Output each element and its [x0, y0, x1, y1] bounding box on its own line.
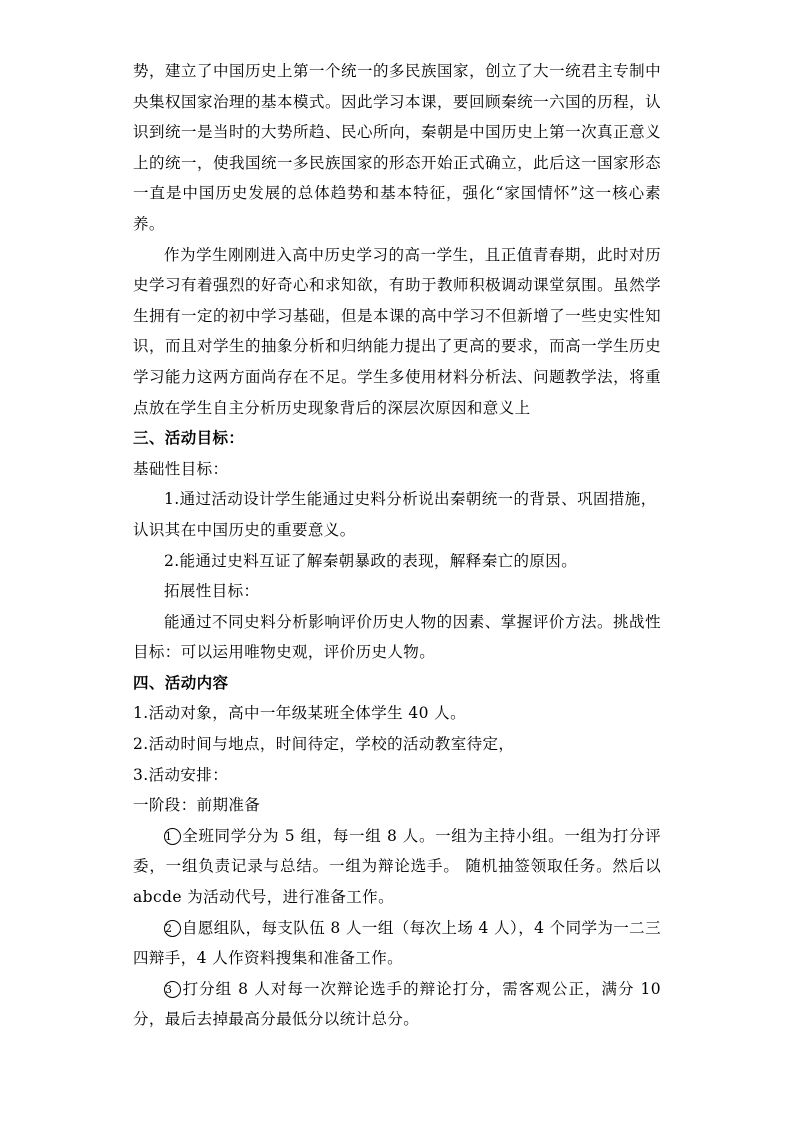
circled-number-2: 2 [164, 920, 181, 937]
document-page [133, 56, 661, 1035]
section-heading-activity-goals: 三、活动目标： [133, 428, 245, 448]
step-text: 打分组 8 人对每一次辩论选手的辩论打分，需客观公正，满分 10 分，最后去掉最高分最低分以统计总分。 [133, 979, 661, 1029]
section-heading-activity-content: 四、活动内容 [133, 672, 229, 692]
content-item-3: 3.活动安排： [133, 765, 229, 784]
content-item-1: 1.活动对象，高中一年级某班全体学生 40 人。 [133, 704, 466, 723]
extended-goals-label: 拓展性目标： [164, 582, 260, 601]
basic-goal-1-continued: 认识其在中国历史的重要意义。 [133, 520, 356, 539]
basic-goals-label: 基础性目标： [133, 459, 229, 478]
basic-goal-1: 1.通过活动设计学生能通过史料分析说出秦朝统一的背景、巩固措施， [164, 490, 657, 509]
step-text: 自愿组队，每支队伍 8 人一组（每次上场 4 人），4 个同学为一二三四辩手，4 人作资料搜集和准备工作。 [133, 918, 661, 968]
extended-goals-text: 能通过不同史料分析影响评价历史人物的因素、掌握评价方法。挑战性目标：可以运用唯物史观，评价历史人物。 [133, 612, 661, 662]
step-paragraph [133, 821, 661, 913]
stage-1-label: 一阶段：前期准备 [133, 796, 261, 815]
content-item-2: 2.活动时间与地点，时间待定，学校的活动教室待定， [133, 735, 515, 754]
basic-goal-2: 2.能通过史料互证了解秦朝暴政的表现，解释秦亡的原因。 [164, 551, 578, 570]
circled-number-1: 1 [164, 828, 181, 845]
circled-number-3: 3 [164, 981, 181, 998]
step-text: 全班同学分为 5 组，每一组 8 人。一组为主持小组。一组为打分评委，一组负责记录与总结。一组为辩论选手。 随机抽签领取任务。然后以 abcde 为活动代号，进行准备工作。 [133, 826, 661, 907]
step-paragraph [133, 974, 661, 1035]
paragraph-intro-continued: 势，建立了中国历史上第一个统一的多民族国家，创立了大一统君主专制中央集权国家治理的基本模式。因此学习本课，要回顾秦统一六国的历程，认识到统一是当时的大势所趋、民心所向，秦朝是中国历史上第一次真正意义上的统一，使我国统一多民族国家的形态开始正式确立，此后这一国家形态一直是中国历史发展的总体趋势和基本特征，强化“家国情怀”这一核心素养。 [133, 62, 661, 233]
paragraph-student-analysis: 作为学生刚刚进入高中历史学习的高一学生，且正值青春期，此时对历史学习有着强烈的好奇心和求知欲，有助于教师积极调动课堂氛围。虽然学生拥有一定的初中学习基础，但是本课的高中学习不但新增了一些史实性知识，而且对学生的抽象分析和归纳能力提出了更高的要求，而高一学生历史学习能力这两方面尚存在不足。学生多使用材料分析法、问题教学法，将重点放在学生自主分析历史现象背后的深层次原因和意义上 [133, 245, 661, 417]
step-paragraph [133, 913, 661, 974]
